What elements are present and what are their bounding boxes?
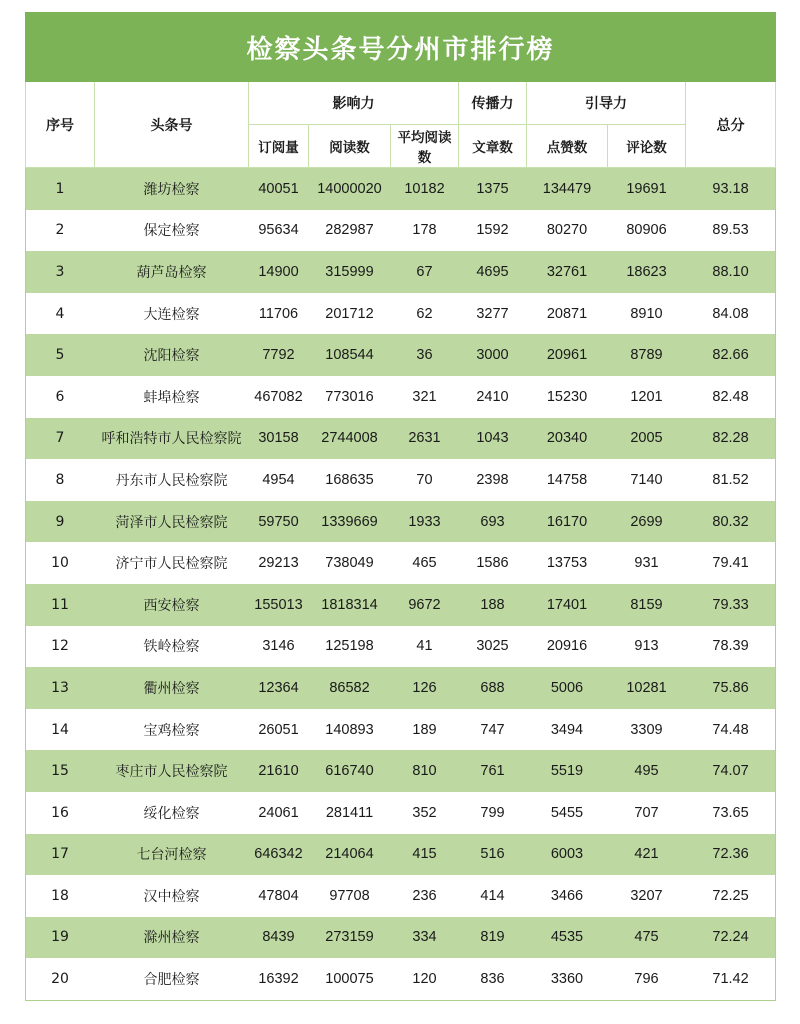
cell-subscriptions: 3146 [249,626,309,668]
cell-avg-reads: 236 [391,875,459,917]
cell-avg-reads: 9672 [391,584,459,626]
cell-rank: 3 [26,251,95,293]
cell-account-name: 铁岭检察 [95,626,249,668]
cell-likes: 20340 [527,418,608,460]
cell-likes: 3494 [527,709,608,751]
cell-likes: 17401 [527,584,608,626]
cell-account-name: 绥化检察 [95,792,249,834]
cell-avg-reads: 1933 [391,501,459,543]
cell-avg-reads: 352 [391,792,459,834]
cell-likes: 13753 [527,542,608,584]
cell-likes: 15230 [527,376,608,418]
cell-score: 74.07 [686,750,776,792]
cell-subscriptions: 155013 [249,584,309,626]
cell-avg-reads: 334 [391,917,459,959]
cell-comments: 421 [608,834,686,876]
table-row[interactable] [26,917,776,959]
cell-account-name: 合肥检察 [95,958,249,1000]
cell-rank: 10 [26,542,95,584]
cell-rank: 19 [26,917,95,959]
table-row[interactable] [26,875,776,917]
cell-comments: 2005 [608,418,686,460]
cell-comments: 10281 [608,667,686,709]
cell-rank: 2 [26,210,95,252]
table-row[interactable] [26,667,776,709]
cell-avg-reads: 120 [391,958,459,1000]
cell-reads: 616740 [309,750,391,792]
cell-likes: 5519 [527,750,608,792]
table-row[interactable] [26,750,776,792]
cell-comments: 475 [608,917,686,959]
ranking-table [25,12,776,1001]
cell-score: 84.08 [686,293,776,335]
cell-articles: 1586 [459,542,527,584]
cell-account-name: 菏泽市人民检察院 [95,501,249,543]
cell-subscriptions: 12364 [249,667,309,709]
cell-comments: 2699 [608,501,686,543]
cell-reads: 281411 [309,792,391,834]
cell-comments: 707 [608,792,686,834]
col-header-rank: 序号 [26,82,95,168]
cell-score: 73.65 [686,792,776,834]
cell-likes: 6003 [527,834,608,876]
cell-avg-reads: 41 [391,626,459,668]
cell-comments: 8789 [608,334,686,376]
col-header-articles: 文章数 [459,125,527,168]
cell-score: 79.33 [686,584,776,626]
cell-reads: 97708 [309,875,391,917]
cell-rank: 17 [26,834,95,876]
cell-reads: 1339669 [309,501,391,543]
table-row[interactable] [26,584,776,626]
cell-articles: 2410 [459,376,527,418]
cell-account-name: 保定检察 [95,210,249,252]
col-header-likes: 点赞数 [527,125,608,168]
cell-articles: 761 [459,750,527,792]
col-header-account: 头条号 [95,82,249,168]
cell-avg-reads: 70 [391,459,459,501]
cell-subscriptions: 4954 [249,459,309,501]
cell-score: 72.25 [686,875,776,917]
cell-reads: 738049 [309,542,391,584]
cell-reads: 315999 [309,251,391,293]
table-row[interactable] [26,501,776,543]
cell-score: 93.18 [686,168,776,210]
cell-subscriptions: 8439 [249,917,309,959]
cell-reads: 86582 [309,667,391,709]
cell-rank: 13 [26,667,95,709]
cell-subscriptions: 7792 [249,334,309,376]
cell-account-name: 潍坊检察 [95,168,249,210]
table-body [26,168,776,1001]
cell-likes: 32761 [527,251,608,293]
cell-comments: 3309 [608,709,686,751]
cell-comments: 931 [608,542,686,584]
table-row[interactable] [26,542,776,584]
col-group-guidance: 引导力 [527,82,686,125]
table-row[interactable] [26,418,776,460]
col-group-influence: 影响力 [249,82,459,125]
cell-likes: 134479 [527,168,608,210]
cell-score: 72.24 [686,917,776,959]
cell-account-name: 西安检察 [95,584,249,626]
cell-subscriptions: 21610 [249,750,309,792]
cell-avg-reads: 2631 [391,418,459,460]
cell-rank: 8 [26,459,95,501]
cell-rank: 12 [26,626,95,668]
cell-score: 82.66 [686,334,776,376]
cell-subscriptions: 11706 [249,293,309,335]
cell-rank: 6 [26,376,95,418]
cell-likes: 3360 [527,958,608,1000]
cell-comments: 7140 [608,459,686,501]
cell-account-name: 蚌埠检察 [95,376,249,418]
table-row[interactable] [26,251,776,293]
col-header-avg-reads: 平均阅读数 [391,125,459,168]
col-group-spread: 传播力 [459,82,527,125]
cell-subscriptions: 59750 [249,501,309,543]
cell-likes: 20871 [527,293,608,335]
cell-subscriptions: 646342 [249,834,309,876]
cell-avg-reads: 10182 [391,168,459,210]
cell-likes: 16170 [527,501,608,543]
cell-score: 82.28 [686,418,776,460]
cell-subscriptions: 30158 [249,418,309,460]
cell-rank: 16 [26,792,95,834]
cell-rank: 18 [26,875,95,917]
cell-rank: 7 [26,418,95,460]
cell-articles: 414 [459,875,527,917]
cell-account-name: 济宁市人民检察院 [95,542,249,584]
cell-articles: 3277 [459,293,527,335]
cell-subscriptions: 26051 [249,709,309,751]
cell-score: 72.36 [686,834,776,876]
cell-rank: 11 [26,584,95,626]
cell-account-name: 七台河检察 [95,834,249,876]
cell-avg-reads: 67 [391,251,459,293]
cell-subscriptions: 14900 [249,251,309,293]
cell-avg-reads: 415 [391,834,459,876]
cell-reads: 1818314 [309,584,391,626]
cell-articles: 836 [459,958,527,1000]
cell-articles: 4695 [459,251,527,293]
cell-avg-reads: 62 [391,293,459,335]
cell-subscriptions: 467082 [249,376,309,418]
cell-account-name: 大连检察 [95,293,249,335]
cell-subscriptions: 16392 [249,958,309,1000]
cell-account-name: 丹东市人民检察院 [95,459,249,501]
cell-account-name: 呼和浩特市人民检察院 [95,418,249,460]
table-row[interactable] [26,210,776,252]
cell-avg-reads: 321 [391,376,459,418]
cell-reads: 125198 [309,626,391,668]
cell-articles: 188 [459,584,527,626]
cell-comments: 8910 [608,293,686,335]
table-row[interactable] [26,792,776,834]
cell-score: 82.48 [686,376,776,418]
cell-comments: 1201 [608,376,686,418]
cell-articles: 2398 [459,459,527,501]
table-header [26,13,776,168]
cell-avg-reads: 126 [391,667,459,709]
cell-likes: 4535 [527,917,608,959]
cell-reads: 140893 [309,709,391,751]
cell-comments: 3207 [608,875,686,917]
cell-score: 74.48 [686,709,776,751]
cell-comments: 8159 [608,584,686,626]
cell-rank: 1 [26,168,95,210]
cell-articles: 3025 [459,626,527,668]
table-row[interactable] [26,334,776,376]
cell-subscriptions: 47804 [249,875,309,917]
cell-reads: 773016 [309,376,391,418]
table-row[interactable] [26,376,776,418]
cell-rank: 14 [26,709,95,751]
cell-score: 88.10 [686,251,776,293]
header-group-row [26,82,776,125]
cell-reads: 273159 [309,917,391,959]
cell-articles: 747 [459,709,527,751]
table-row[interactable] [26,293,776,335]
cell-avg-reads: 189 [391,709,459,751]
cell-score: 79.41 [686,542,776,584]
cell-reads: 100075 [309,958,391,1000]
cell-account-name: 汉中检察 [95,875,249,917]
cell-score: 71.42 [686,958,776,1000]
cell-avg-reads: 810 [391,750,459,792]
cell-subscriptions: 29213 [249,542,309,584]
cell-score: 81.52 [686,459,776,501]
cell-score: 80.32 [686,501,776,543]
cell-articles: 1375 [459,168,527,210]
cell-likes: 80270 [527,210,608,252]
cell-reads: 14000020 [309,168,391,210]
cell-score: 89.53 [686,210,776,252]
cell-articles: 693 [459,501,527,543]
cell-rank: 4 [26,293,95,335]
table-row[interactable] [26,459,776,501]
cell-likes: 5006 [527,667,608,709]
cell-score: 75.86 [686,667,776,709]
cell-rank: 20 [26,958,95,1000]
cell-comments: 19691 [608,168,686,210]
cell-comments: 796 [608,958,686,1000]
cell-account-name: 沈阳检察 [95,334,249,376]
cell-likes: 5455 [527,792,608,834]
col-header-comments: 评论数 [608,125,686,168]
table-row[interactable] [26,168,776,210]
cell-avg-reads: 36 [391,334,459,376]
cell-account-name: 衢州检察 [95,667,249,709]
cell-account-name: 枣庄市人民检察院 [95,750,249,792]
table-row[interactable] [26,958,776,1000]
cell-account-name: 滁州检察 [95,917,249,959]
col-header-reads: 阅读数 [309,125,391,168]
table-row[interactable] [26,834,776,876]
cell-articles: 688 [459,667,527,709]
cell-reads: 201712 [309,293,391,335]
cell-articles: 516 [459,834,527,876]
cell-account-name: 宝鸡检察 [95,709,249,751]
cell-articles: 1592 [459,210,527,252]
cell-comments: 18623 [608,251,686,293]
cell-reads: 282987 [309,210,391,252]
cell-articles: 1043 [459,418,527,460]
cell-reads: 108544 [309,334,391,376]
cell-account-name: 葫芦岛检察 [95,251,249,293]
cell-score: 78.39 [686,626,776,668]
col-header-total: 总分 [686,82,776,168]
cell-avg-reads: 178 [391,210,459,252]
cell-rank: 9 [26,501,95,543]
cell-rank: 15 [26,750,95,792]
page-title: 检察头条号分州市排行榜 [26,13,776,82]
cell-likes: 20961 [527,334,608,376]
ranking-table-container [25,12,775,1001]
cell-subscriptions: 24061 [249,792,309,834]
cell-reads: 214064 [309,834,391,876]
cell-articles: 3000 [459,334,527,376]
table-row[interactable] [26,626,776,668]
cell-subscriptions: 95634 [249,210,309,252]
cell-reads: 2744008 [309,418,391,460]
col-header-subscriptions: 订阅量 [249,125,309,168]
title-row [26,13,776,82]
cell-comments: 913 [608,626,686,668]
cell-comments: 80906 [608,210,686,252]
cell-subscriptions: 40051 [249,168,309,210]
cell-likes: 20916 [527,626,608,668]
table-row[interactable] [26,709,776,751]
cell-likes: 3466 [527,875,608,917]
cell-comments: 495 [608,750,686,792]
cell-rank: 5 [26,334,95,376]
cell-reads: 168635 [309,459,391,501]
cell-avg-reads: 465 [391,542,459,584]
cell-likes: 14758 [527,459,608,501]
cell-articles: 819 [459,917,527,959]
cell-articles: 799 [459,792,527,834]
